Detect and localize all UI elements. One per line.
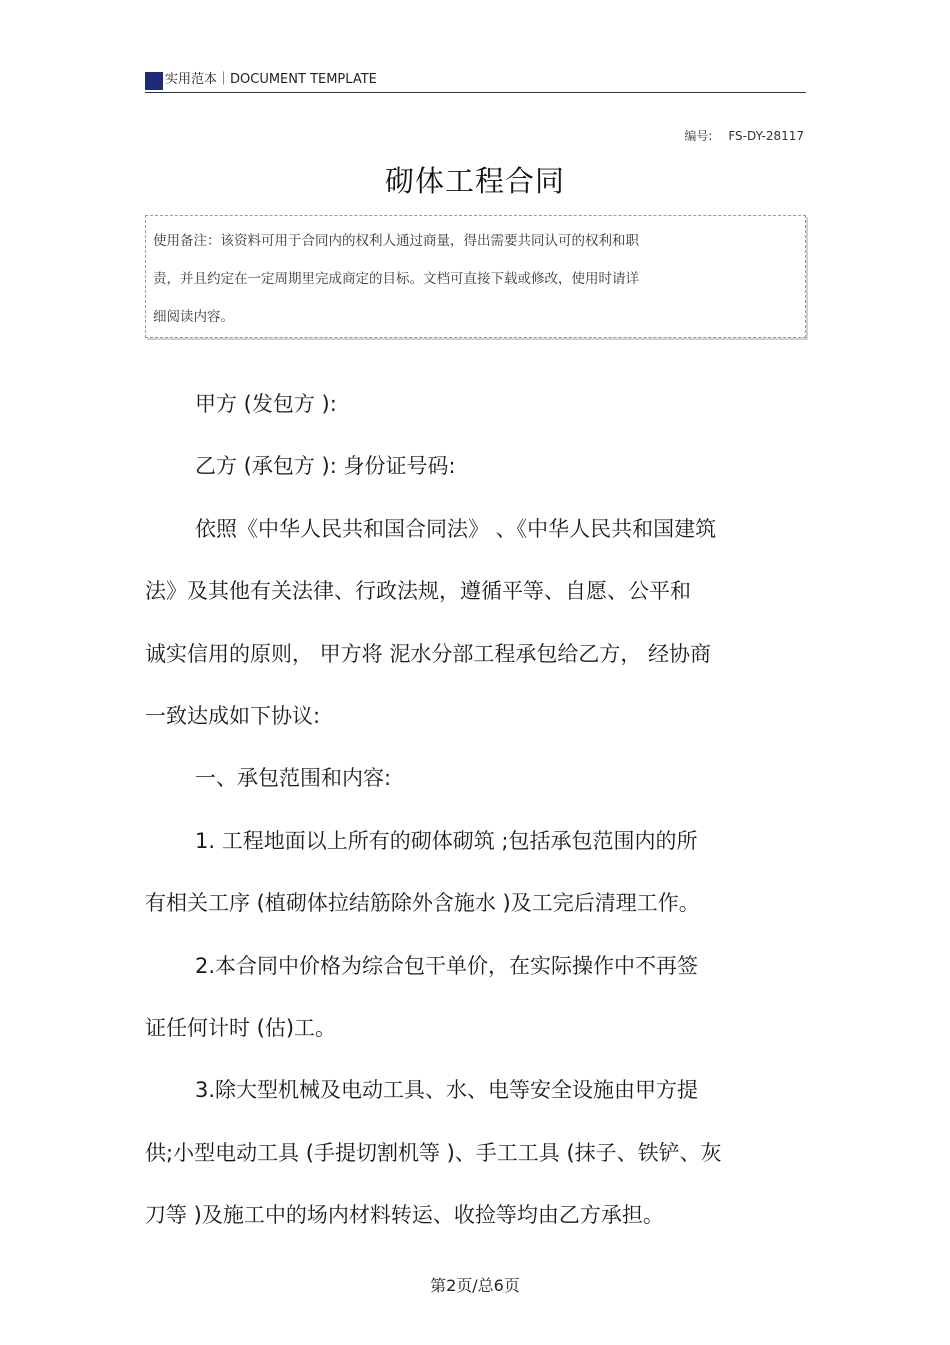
body-line: 一致达成如下协议: [145,704,321,729]
document-number-label: 编号: [684,129,713,143]
usage-note-box [145,215,806,338]
body-line: 证任何计时 (估)工。 [145,1016,337,1041]
header-label: 实用范本｜DOCUMENT TEMPLATE [165,72,377,87]
document-number [684,127,804,144]
page-title: 砌体工程合同 [384,164,565,198]
body-line: 诚实信用的原则， 甲方将 泥水分部工程承包给乙方， 经协商 [145,641,712,666]
body-line: 刀等 )及施工中的场内材料转运、收捡等均由乙方承担。 [145,1203,664,1228]
body-line: 依照《中华人民共和国合同法》 、《中华人民共和国建筑 [195,516,717,541]
document-header [145,70,806,93]
section-heading: 一、承包范围和内容: [195,766,392,791]
usage-note-line: 责，并且约定在一定周期里完成商定的目标。文档可直接下载或修改，使用时请详 [153,271,639,287]
page-footer: 第2页/总6页 [430,1276,520,1295]
body-line: 法》及其他有关法律、行政法规，遵循平等、自愿、公平和 [145,579,691,604]
header-logo-square [145,72,163,90]
document-number-value: FS-DY-28117 [728,129,804,143]
body-line: 3.除大型机械及电动工具、水、电等安全设施由甲方提 [195,1078,699,1103]
body-line: 1. 工程地面以上所有的砌体砌筑 ;包括承包范围内的所 [195,828,698,853]
body-line: 2.本合同中价格为综合包干单价，在实际操作中不再签 [195,953,699,978]
usage-note-line: 细阅读内容。 [153,309,234,325]
party-a-line: 甲方 (发包方 ): [195,392,337,416]
usage-note-line: 使用备注：该资料可用于合同内的权利人通过商量，得出需要共同认可的权利和职 [153,233,639,249]
body-line: 有相关工序 (植砌体拉结筋除外含施水 )及工完后清理工作。 [145,891,700,916]
body-line: 供;小型电动工具 (手提切割机等 )、手工工具 (抹子、铁铲、灰 [145,1140,722,1165]
party-b-line: 乙方 (承包方 ): 身份证号码: [195,454,456,479]
contract-body [145,373,805,1247]
